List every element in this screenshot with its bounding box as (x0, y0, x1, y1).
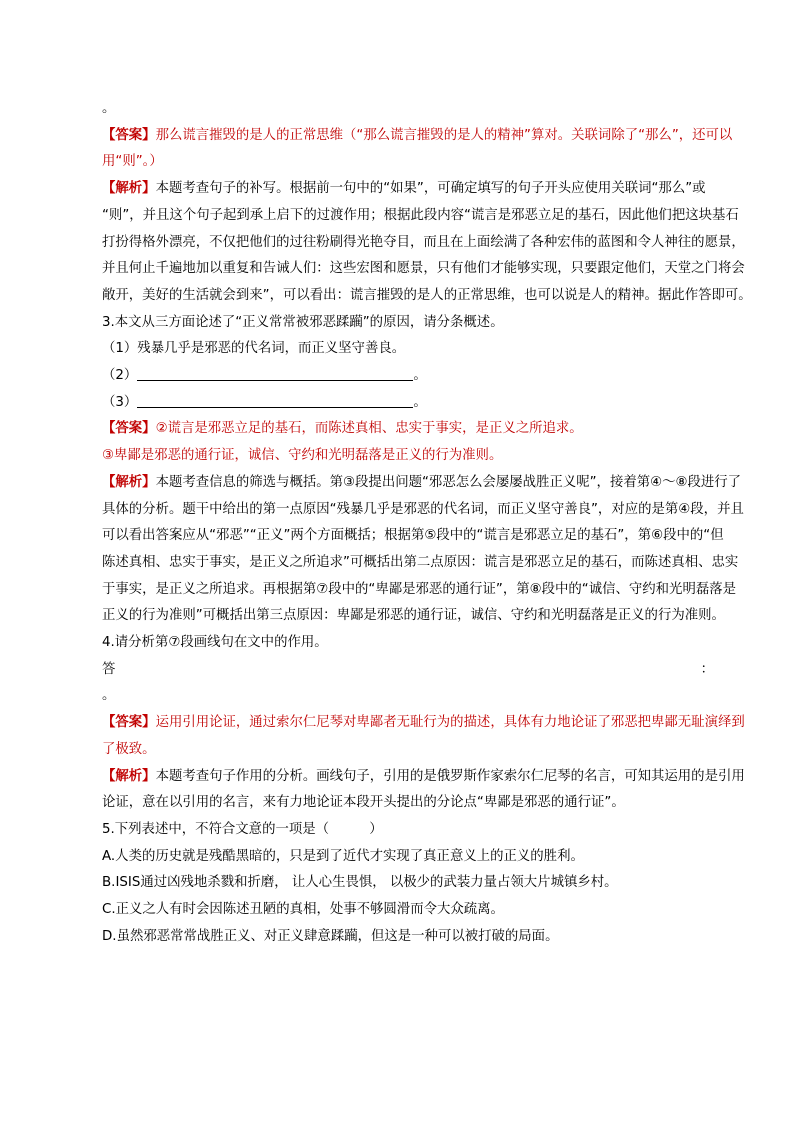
q3-item-1: （1）残暴几乎是邪恶的代名词，而正义坚守善良。 (102, 341, 406, 357)
q2-analysis-line-4: 并且何止千遍地加以重复和告诫人们：这些宏图和愿景，只有他们才能够实现，只要跟定他们，天堂之门将会 (102, 261, 745, 277)
analysis-tag: 【解析】 (102, 474, 156, 490)
analysis-text: 本题考查信息的筛选与概括。第③段提出问题“邪恶怎么会屡屡战胜正义呢”，接着第④～⑧段进行了 (155, 474, 742, 490)
q3-analysis-line-1 (102, 470, 742, 497)
answer-colon: ： (700, 661, 714, 677)
q4-answer-line-1 (102, 710, 745, 737)
answer-tag: 【答案】 (102, 127, 156, 143)
analysis-tag: 【解析】 (102, 181, 156, 197)
q5-option-c[interactable]: C.正义之人有时会因陈述丑陋的真相，处事不够圆滑而令大众疏离。 (102, 902, 504, 918)
q3-analysis-line-6: 正义的行为准则”可概括出第三点原因：卑鄙是邪恶的通行证，诚信、守约和光明磊落是正义的行为准则。 (102, 608, 725, 624)
q2-analysis-line-3: 打扮得格外漂亮，不仅把他们的过往粉刷得光艳夺目，而且在上面绘满了各种宏伟的蓝图和令人神往的愿景， (102, 234, 745, 250)
q2-answer-line-2: 用“则”。） (102, 154, 163, 170)
period-mark: 。 (413, 368, 427, 384)
q3-analysis-line-4: 陈述真相、忠实于事实，是正义之所追求”可概括出第二点原因：谎言是邪恶立足的基石，而陈述真相、忠实 (102, 554, 739, 570)
q4-answer-line-2: 了极致。 (102, 741, 156, 757)
q3-item-3 (102, 390, 722, 417)
q2-blank-tail (102, 96, 722, 123)
answer-text: 运用引用论证，通过索尔仁尼琴对卑鄙者无耻行为的描述，具体有力地论证了邪恶把卑鄙无耻演绎到 (155, 715, 745, 731)
q5-option-a[interactable]: A.人类的历史就是残酷黑暗的，只是到了近代才实现了真正意义上的正义的胜利。 (102, 848, 584, 864)
answer-text: ②谎言是邪恶立足的基石，而陈述真相、忠实于事实，是正义之所追求。 (155, 421, 583, 437)
q4-analysis-line-1 (102, 764, 745, 791)
q5-question: 5.下列表述中，不符合文意的一项是（ ） (102, 821, 383, 837)
period-mark: 。 (102, 101, 116, 116)
analysis-text: 本题考查句子作用的分析。画线句子，引用的是俄罗斯作家索尔仁尼琴的名言，可知其运用的是引用 (155, 768, 745, 784)
answer-text: 那么谎言摧毁的是人的正常思维（“那么谎言摧毁的是人的精神”算对。关联词除了“那么”，还可以 (155, 127, 733, 143)
period-mark: 。 (413, 394, 427, 410)
q2-answer-line-1 (102, 123, 733, 150)
q3-answer-line-1 (102, 416, 722, 443)
q4-answer-row[interactable] (102, 657, 714, 684)
q2-analysis-line-1 (102, 176, 722, 203)
answer-tag: 【答案】 (102, 715, 156, 731)
answer-blank-3[interactable] (137, 393, 413, 408)
item-2-label: （2） (102, 368, 138, 384)
q3-analysis-line-5: 于事实，是正义之所追求。再根据第⑦段中的“卑鄙是邪恶的通行证”，第⑧段中的“诚信、守约和光明磊落是 (102, 581, 737, 597)
item-3-label: （3） (102, 394, 138, 410)
q5-option-b[interactable]: B.ISIS通过凶残地杀戮和折磨， 让人心生畏惧， 以极少的武装力量占领大片城镇乡村。 (102, 875, 618, 891)
q4-question: 4.请分析第⑦段画线句在文中的作用。 (102, 635, 328, 651)
q3-item-2 (102, 363, 722, 390)
document-page (102, 96, 752, 951)
q3-answer-line-2: ③卑鄙是邪恶的通行证，诚信、守约和光明磊落是正义的行为准则。 (102, 448, 503, 464)
q3-analysis-line-2: 具体的分析。题干中给出的第一点原因“残暴几乎是邪恶的代名词，而正义坚守善良”，对应的是第④段，并且 (102, 501, 744, 517)
answer-blank-2[interactable] (137, 366, 413, 381)
period-mark: 。 (102, 688, 116, 704)
answer-tag: 【答案】 (102, 421, 156, 437)
q2-analysis-line-5: 敞开，美好的生活就会到来”，可以看出：谎言摧毁的是人的正常思维，也可以说是人的精神。据此作答即可。 (102, 287, 752, 303)
q3-question: 3.本文从三方面论述了“正义常常被邪恶蹂躏”的原因，请分条概述。 (102, 314, 504, 330)
q4-analysis-line-2: 论证，意在以引用的名言，来有力地论证本段开头提出的分论点“卑鄙是邪恶的通行证”。 (102, 795, 625, 811)
q5-option-d[interactable]: D.虽然邪恶常常战胜正义、对正义肆意蹂躏，但这是一种可以被打破的局面。 (102, 928, 559, 944)
analysis-text: 本题考查句子的补写。根据前一句中的“如果”，可确定填写的句子开头应使用关联词“那么”或 (155, 181, 706, 197)
answer-prefix: 答 (102, 661, 116, 677)
analysis-tag: 【解析】 (102, 768, 156, 784)
q4-blank-tail (102, 683, 722, 710)
q3-analysis-line-3: 可以看出答案应从“邪恶”“正义”两个方面概括；根据第⑤段中的“谎言是邪恶立足的基石”，第⑥段中的“但 (102, 528, 724, 544)
q2-analysis-line-2: “则”，并且这个句子起到承上启下的过渡作用；根据此段内容“谎言是邪恶立足的基石，因此他们把这块基石 (102, 207, 739, 223)
